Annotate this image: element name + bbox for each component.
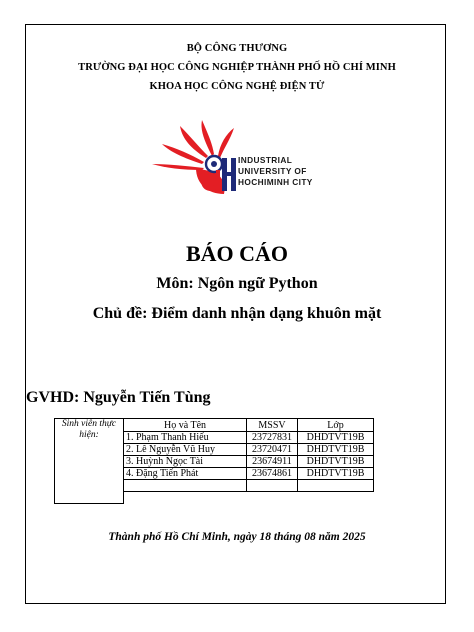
- student-class: DHDTVT19B: [298, 444, 374, 456]
- empty-cell: [298, 492, 374, 504]
- table-header-row: [55, 419, 374, 432]
- empty-cell: [247, 492, 298, 504]
- column-header-mssv: MSSV: [247, 419, 298, 432]
- report-subject: Môn: Ngôn ngữ Python: [156, 275, 318, 292]
- student-name: 3. Huỳnh Ngọc Tài: [124, 456, 247, 468]
- student-id: 23720471: [247, 444, 298, 456]
- ministry-name: BỘ CÔNG THƯƠNG: [186, 43, 288, 54]
- student-class: DHDTVT19B: [298, 432, 374, 444]
- student-class: DHDTVT19B: [298, 468, 374, 480]
- student-name: 2. Lê Nguyễn Vũ Huy: [124, 444, 247, 456]
- column-header-name: Họ và Tên: [124, 419, 247, 432]
- student-name: 1. Phạm Thanh Hiếu: [124, 432, 247, 444]
- empty-cell: [124, 480, 247, 492]
- student-class: DHDTVT19B: [298, 456, 374, 468]
- column-header-class: Lớp: [298, 419, 374, 432]
- student-id: 23674861: [247, 468, 298, 480]
- student-name: 4. Đặng Tiến Phát: [124, 468, 247, 480]
- row-header-cell: Sinh viên thực hiện:: [55, 419, 124, 504]
- university-name: TRƯỜNG ĐẠI HỌC CÔNG NGHIỆP THÀNH PHỐ HỒ CHÍ MINH: [78, 62, 396, 73]
- advisor-name: GVHD: Nguyễn Tiến Tùng: [26, 389, 211, 406]
- empty-cell: [298, 480, 374, 492]
- place-date: Thành phố Hồ Chí Minh, ngày 18 tháng 08 năm 2025: [108, 531, 366, 543]
- student-id: 23727831: [247, 432, 298, 444]
- logo-text-line3: HOCHIMINH CITY: [238, 177, 313, 187]
- student-id: 23674911: [247, 456, 298, 468]
- faculty-name: KHOA HỌC CÔNG NGHỆ ĐIỆN TỬ: [149, 81, 325, 92]
- empty-cell: [124, 492, 247, 504]
- report-title: BÁO CÁO: [185, 241, 289, 266]
- student-table: [54, 418, 374, 504]
- logo-text-line1: INDUSTRIAL: [238, 155, 293, 165]
- logo-text-line2: UNIVERSITY OF: [238, 166, 307, 176]
- report-topic: Chủ đề: Điểm danh nhận dạng khuôn mặt: [92, 305, 382, 322]
- empty-cell: [247, 480, 298, 492]
